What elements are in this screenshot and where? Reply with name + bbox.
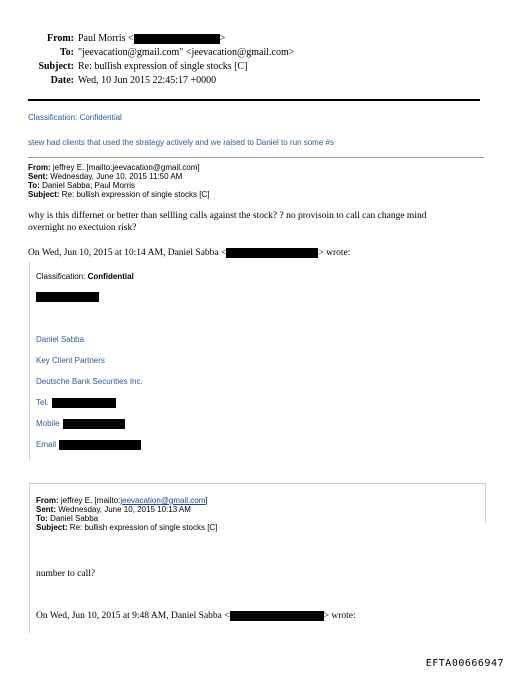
jeffrey2-quote-prefix: On Wed, Jun 10, 2015 at 9:48 AM, Daniel Sabba <	[36, 611, 230, 622]
redaction-block	[52, 398, 116, 408]
paul-message: stew had clients that used the strategy actively and we raised to Daniel to run some #s	[28, 138, 334, 147]
header-to-row	[0, 47, 294, 59]
daniel-tel-row	[36, 398, 116, 408]
header-to-label: To:	[59, 47, 74, 58]
paul-classification: Classification: Confidential	[28, 113, 122, 122]
jeffrey1-to-value: Daniel Sabba; Paul Morris	[42, 181, 136, 190]
quote-border	[29, 262, 30, 460]
redaction-block	[63, 419, 125, 429]
header-from-suffix: >	[219, 33, 226, 44]
header-divider	[28, 99, 480, 101]
jeffrey1-from-value: jeffrey E. [mailto:jeevacation@gmail.com]	[52, 163, 200, 172]
quote-border	[29, 483, 30, 633]
quote-divider-2	[29, 483, 485, 484]
redaction-block	[226, 248, 318, 258]
jeffrey1-quote-prefix: On Wed, Jun 10, 2015 at 10:14 AM, Daniel Sabba <	[28, 248, 227, 259]
jeffrey2-subject-value: Re: bullish expression of single stocks [C]	[69, 523, 218, 532]
header-date-value: Wed, 10 Jun 2015 22:45:17 +0000	[78, 75, 217, 86]
header-date-row	[0, 75, 216, 87]
jeffrey2-to-value: Daniel Sabba	[50, 514, 99, 523]
redaction-block	[59, 440, 141, 450]
jeffrey2-body: number to call?	[36, 569, 96, 579]
redaction-block	[36, 292, 99, 302]
jeffrey1-quote-suffix: > wrote:	[318, 248, 351, 259]
daniel-tel-label: Tel.	[36, 398, 49, 408]
header-from-row	[0, 33, 225, 45]
header-to-value: "jeevacation@gmail.com" <jeevacation@gmail.com>	[78, 47, 295, 58]
header-subject-label: Subject:	[38, 61, 74, 72]
quote-divider-1	[28, 157, 484, 158]
jeffrey1-sent-value: Wednesday, June 10, 2015 11:50 AM	[50, 172, 183, 181]
daniel-mobile-label: Mobile	[36, 419, 60, 429]
jeffrey2-to-label: To:	[36, 514, 48, 523]
jeffrey2-sent-value: Wednesday, June 10, 2015 10:13 AM	[58, 505, 191, 514]
header-from-label: From:	[46, 33, 74, 44]
jeffrey1-from-label: From:	[28, 163, 51, 172]
redaction-block	[230, 611, 324, 621]
jeffrey2-subject-row	[36, 523, 217, 533]
jeffrey2-subject-label: Subject:	[36, 523, 68, 532]
jeffrey2-sent-label: Sent:	[36, 505, 56, 514]
header-date-label: Date:	[50, 75, 74, 86]
jeffrey1-subject-label: Subject:	[28, 190, 60, 199]
header-subject-row	[0, 61, 247, 73]
jeffrey2-from-label: From:	[36, 496, 59, 505]
jeffrey2-quote-line	[36, 611, 356, 622]
daniel-name: Daniel Sabba	[36, 335, 85, 344]
header-from-value: Paul Morris <	[78, 33, 134, 44]
daniel-mobile-row	[36, 419, 125, 429]
daniel-team: Key Client Partners	[36, 356, 105, 365]
jeffrey2-from-link[interactable]: jeevacation@gmail.com	[120, 496, 206, 505]
daniel-email-label: Email	[36, 440, 57, 450]
jeffrey1-subject-row	[28, 190, 209, 200]
document-id: EFTA00666947	[425, 658, 504, 669]
daniel-email-row	[36, 440, 141, 450]
quote-border	[485, 483, 486, 523]
jeffrey2-from-prefix: jeffrey E. [mailto:	[60, 496, 121, 505]
daniel-company: Deutsche Bank Securities Inc.	[36, 377, 143, 386]
jeffrey1-subject-value: Re: bullish expression of single stocks [C]	[61, 190, 210, 199]
jeffrey1-sent-label: Sent:	[28, 172, 48, 181]
jeffrey2-from-suffix: ]	[205, 496, 208, 505]
jeffrey1-quote-line	[28, 248, 350, 259]
jeffrey1-to-label: To:	[28, 181, 40, 190]
redaction-block	[134, 34, 220, 44]
daniel-classification-value: Confidential	[87, 272, 134, 281]
jeffrey1-body-line2: overnight no exectuion risk?	[28, 223, 137, 233]
header-subject-value: Re: bullish expression of single stocks [C]	[78, 61, 248, 72]
daniel-classification	[36, 272, 134, 282]
jeffrey1-body-line1: why is this differnet or better than sellling calls against the stock? ? no provisoin to call can change mind	[28, 211, 427, 221]
jeffrey2-quote-suffix: > wrote:	[323, 611, 356, 622]
daniel-classification-label: Classification:	[36, 272, 86, 281]
